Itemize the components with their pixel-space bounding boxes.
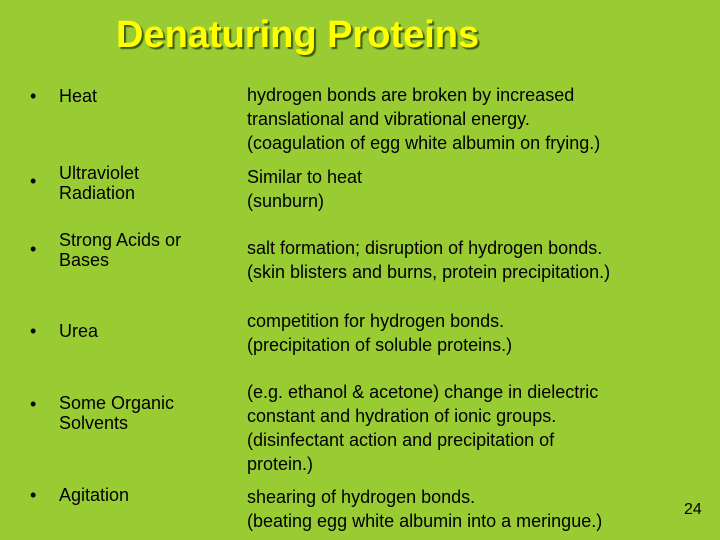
bullet-urea: •: [30, 321, 37, 341]
bullet-heat: •: [30, 86, 37, 106]
term-organic-solvents: Some Organic Solvents: [59, 393, 175, 433]
slide-title: Denaturing Proteins: [116, 14, 480, 56]
term-agitation: Agitation: [59, 485, 130, 505]
term-ultraviolet: Ultraviolet Radiation: [59, 163, 140, 203]
term-acids-bases: Strong Acids or Bases: [59, 230, 182, 270]
page-number: 24: [684, 501, 702, 518]
desc-acids-bases: salt formation; disruption of hydrogen bonds. (skin blisters and burns, protein precipitation.): [247, 238, 611, 282]
bullet-acids-bases: •: [30, 239, 37, 259]
desc-organic-solvents: (e.g. ethanol & acetone) change in dielectric constant and hydration of ionic groups. (disinfectant action and precipitation of protein.): [247, 382, 599, 474]
desc-urea: competition for hydrogen bonds. (precipitation of soluble proteins.): [247, 311, 513, 355]
desc-heat: hydrogen bonds are broken by increased translational and vibrational energy. (coagulation of egg white albumin on frying.): [247, 85, 601, 153]
term-heat: Heat: [59, 86, 98, 106]
term-urea: Urea: [59, 321, 99, 341]
bullet-agitation: •: [30, 485, 37, 505]
bullet-ultraviolet: •: [30, 171, 37, 191]
desc-agitation: shearing of hydrogen bonds. (beating egg white albumin into a meringue.): [247, 487, 603, 531]
bullet-organic-solvents: •: [30, 394, 37, 414]
desc-ultraviolet: Similar to heat (sunburn): [247, 167, 363, 211]
